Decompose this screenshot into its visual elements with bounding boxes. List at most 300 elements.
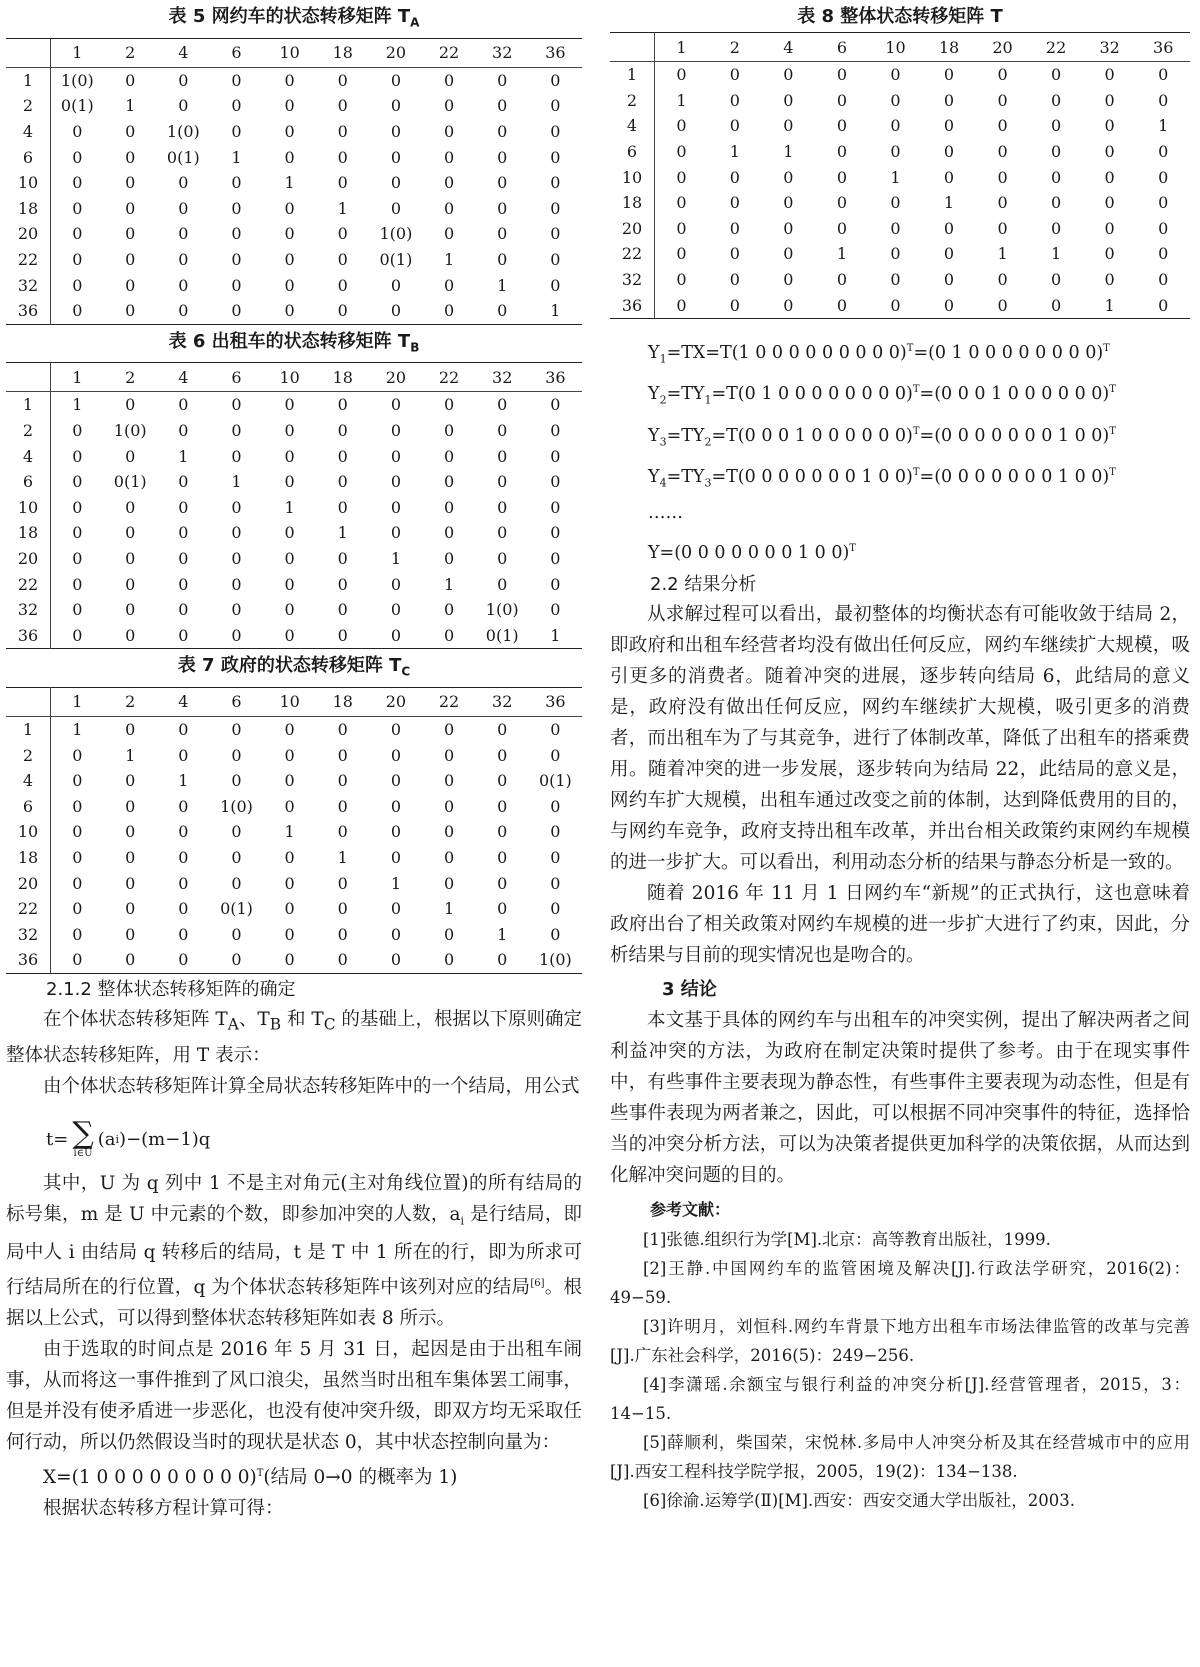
table-cell: 0 [390,395,401,415]
table-cell: 0 [783,193,794,213]
table-row [6,870,582,896]
table-cell: 0 [337,301,348,321]
table-cell: 0 [890,65,901,85]
table-cell: 0 [72,600,83,620]
table-cell: 0 [72,173,83,193]
table-cell: 0 [943,116,955,136]
table-cell: 0 [72,548,83,568]
table-cell: 0 [1051,116,1062,136]
table-row [6,571,582,597]
table-cell: 1 [178,446,189,466]
table7-title: 表 7 政府的状态转移矩阵 $T_C$ [177,655,411,679]
table-cell: 0 [443,472,455,492]
table-cell: 0 [943,142,955,162]
left-column [6,0,582,1524]
table-cell: 0 [783,218,794,238]
column-header: 1 [655,33,709,62]
row-header: 2 [6,742,51,768]
table-cell: 0 [125,173,136,193]
table-cell: 0 [497,771,508,791]
table-cell: 0 [1051,167,1062,187]
table-cell: 0 [231,497,242,517]
row-header: 6 [610,139,655,165]
table-cell: 0 [550,899,561,919]
table-cell: 0 [497,173,508,193]
table7-header-row [6,687,582,716]
table-cell: 0 [497,796,508,816]
table-cell: 0 [729,270,740,290]
table-cell: 0 [497,301,508,321]
table-cell: 0 [72,472,83,492]
table-cell: 0 [125,395,136,415]
column-header: 22 [422,363,475,392]
table-cell: 0 [178,796,189,816]
table-cell: 0 [390,173,401,193]
paragraph-3: 其中，U 为 q 列中 1 不是主对角元(主对角线位置)的所有结局的标号集，m 是 U 中元素的个数，即参加冲突的人数，$a_i$ 是行结局，即局中人 i 由结局 q 转移后的结局，t 是 T 中 1 所在的行，即为所求可行结局所在的行位置，q 为个体状态转移矩阵中该列对应的结局[6]。根据以上公式，可以得到整体状态转移矩阵如表 8 所示。 [6,1173,582,1330]
table-cell: 0 [337,873,348,893]
table-row [6,170,582,196]
column-header: 20 [369,363,422,392]
table-cell: 0 [231,250,242,270]
table-cell: 0 [676,295,687,315]
table-cell: 0 [337,497,348,517]
table-row [610,267,1190,293]
column-header: 36 [529,38,582,67]
table-cell: 0 [178,873,189,893]
table-cell: 0 [284,548,295,568]
paragraph-5: 根据状态转移方程计算可得： [43,1498,284,1520]
table-cell: 0 [497,523,508,543]
table-cell: 0 [284,574,295,594]
table-cell: 0 [125,847,136,867]
header-corner [6,363,51,392]
table8-header-row [610,33,1190,62]
column-header: 6 [815,33,869,62]
table-cell: 0 [1104,218,1115,238]
table-cell: 0 [943,218,955,238]
table-cell: 1 [550,301,561,321]
table-cell: 0 [337,822,348,842]
table-cell: 0 [997,90,1008,110]
row-header: 1 [6,716,51,742]
row-header: 20 [610,216,655,242]
header-corner [6,38,51,67]
table-cell: 0 [178,250,189,270]
table-cell: 0 [125,950,136,970]
table-cell: 0 [443,395,455,415]
table-row [6,495,582,521]
table-cell: 0 [231,847,242,867]
table-cell: 0 [836,116,847,136]
table-row [610,190,1190,216]
row-header: 1 [6,67,51,93]
table-row [6,845,582,871]
column-header: 6 [210,687,263,716]
table-cell: 0 [443,745,455,765]
table-cell: 0 [443,625,455,645]
table-cell: 0 [284,924,295,944]
table-cell: 0 [337,899,348,919]
table-cell: 0 [125,574,136,594]
table-cell: 0 [72,275,83,295]
table-cell: 0 [284,771,295,791]
table-cell: 0 [1051,295,1062,315]
table-cell: 0 [676,193,687,213]
column-header: 10 [263,38,316,67]
row-header: 1 [6,392,51,418]
row-header: 4 [6,119,51,145]
table-cell: 0 [497,548,508,568]
table-cell: 0 [231,600,242,620]
table-cell: 0 [231,122,242,142]
table-cell: 0 [231,950,242,970]
table-cell: 0 [997,218,1008,238]
table-cell: 1 [337,198,348,218]
table-cell: 0 [1104,65,1115,85]
column-header: 20 [369,687,422,716]
table-cell: 0 [390,446,401,466]
table-cell: 0 [72,625,83,645]
table-cell: 0 [231,924,242,944]
table-cell: 1 [231,147,242,167]
table-cell: 0 [943,295,955,315]
row-header: 4 [6,443,51,469]
column-header: 6 [210,363,263,392]
table-cell: 0 [729,65,740,85]
table-cell: 0 [1104,142,1115,162]
table-cell: 0 [1104,90,1115,110]
row-header: 32 [6,597,51,623]
table-cell: 0 [1104,270,1115,290]
row-header: 10 [6,819,51,845]
table-cell: 0 [550,847,561,867]
table-cell: 0 [125,523,136,543]
table-cell: 0 [836,142,847,162]
table-cell: 0 [783,116,794,136]
table-cell: 0 [443,421,455,441]
table-cell: 0 [497,70,508,90]
table-cell: 0 [125,147,136,167]
row-header: 20 [6,870,51,896]
table-cell: 0(1) [220,899,253,919]
header-corner [6,687,51,716]
table-cell: 0 [943,65,955,85]
table-cell: 0 [72,771,83,791]
table-cell: 0 [497,497,508,517]
table-cell: 0 [676,167,687,187]
table-cell: 0 [497,899,508,919]
table-cell: 0 [178,574,189,594]
column-header: 10 [263,363,316,392]
table-cell: 0 [550,446,561,466]
table-cell: 0 [783,270,794,290]
table-cell: 0 [284,523,295,543]
table-cell: 0 [337,70,348,90]
table-row [6,144,582,170]
table-cell: 0 [890,270,901,290]
table-cell: 0 [284,796,295,816]
column-header: 32 [476,687,529,716]
table-cell: 0 [231,625,242,645]
table-row [6,520,582,546]
table-cell: 0(1) [113,472,147,492]
table-cell: 0 [783,90,794,110]
table-row [6,716,582,742]
section-heading-2-1-2: 2.1.2 整体状态转移矩阵的确定 [46,978,296,1000]
table-cell: 0 [284,899,295,919]
table-cell: 0 [783,244,794,264]
table-cell: 0 [550,548,561,568]
table-cell: 0 [550,70,561,90]
table-cell: 0 [284,122,295,142]
table6-title: 表 6 出租车的状态转移矩阵 $T_B$ [168,330,420,355]
table-cell: 1(0) [166,122,200,142]
table-cell: 0 [729,244,740,264]
table-cell: 0 [497,395,508,415]
table-cell: 0 [390,847,401,867]
table-cell: 0 [72,873,83,893]
table-cell: 0 [231,873,242,893]
table-cell: 0 [72,198,83,218]
row-header: 22 [610,241,655,267]
row-header: 22 [6,896,51,922]
table-cell: 0 [1051,142,1062,162]
table5-title: 表 5 网约车的状态转移矩阵 $T_A$ [168,6,420,30]
table-cell: 1 [550,625,561,645]
table-cell: 0 [125,796,136,816]
table-cell: 0 [72,497,83,517]
table-cell: 0 [284,198,295,218]
column-header: 18 [316,38,369,67]
table-cell: 0 [890,244,901,264]
table-cell: 0 [337,122,348,142]
table-cell: 0 [443,147,455,167]
table-cell: 1(0) [113,421,147,441]
row-header: 10 [6,495,51,521]
table-cell: 0 [497,446,508,466]
table-cell: 0 [178,847,189,867]
table-cell: 0 [550,796,561,816]
table-cell: 0 [890,90,901,110]
table-cell: 0 [337,548,348,568]
table-cell: 0 [125,446,136,466]
table-cell: 0 [497,950,508,970]
table-cell: 0 [390,472,401,492]
table-cell: 0 [390,924,401,944]
table-cell: 0 [390,497,401,517]
table-cell: 0 [1051,218,1062,238]
row-header: 18 [610,190,655,216]
table-cell: 0 [337,250,348,270]
table-row [6,392,582,418]
table-cell: 0 [836,193,847,213]
table-cell: 0 [443,497,455,517]
column-header: 22 [1029,33,1083,62]
table-cell: 0 [337,924,348,944]
table-cell: 0 [443,924,455,944]
table-cell: 0 [550,173,561,193]
table-row [6,597,582,623]
table-cell: 0 [497,421,508,441]
table-cell: 0 [1158,244,1169,264]
table-cell: 0 [284,275,295,295]
table-cell: 0 [72,523,83,543]
table-row [6,443,582,469]
equation-y4: $Y_4=TY_3=T(0$ 0 0 0 0 0 0 1 0 0)$^T$=(0 0 0 0 0 0 0 1 0 0)$^T$ [648,466,1116,490]
section-heading-3: 3 结论 [662,979,717,1001]
table-row [610,292,1190,318]
table-cell: 0 [337,771,348,791]
table-cell: 0 [178,421,189,441]
table-cell: 0 [390,122,401,142]
table-cell: 0 [231,771,242,791]
table-cell: 0 [390,96,401,116]
table-cell: 0 [550,250,561,270]
table-cell: 0 [497,574,508,594]
table-cell: 0 [1158,65,1169,85]
paragraph-8: 本文基于具体的网约车与出租车的冲突实例，提出了解决两者之间利益冲突的方法，为政府在制定决策时提供了参考。由于在现实事件中，有些事件主要表现为静态性，有些事件主要表现为动态性，但是有些事件表现为两者兼之，因此，可以根据不同冲突事件的特征，选择恰当的冲突分析方法，可以为决策者提供更加科学的决策依据，从而达到化解冲突问题的目的。 [610,1010,1190,1187]
table-cell: 0 [390,822,401,842]
equation-ellipsis: …… [648,503,683,524]
column-header: 1 [51,38,104,67]
column-header: 2 [104,38,157,67]
table-cell: 0 [178,224,189,244]
table-cell: 0 [550,472,561,492]
table-cell: 0 [125,899,136,919]
paragraph-2: 由个体状态转移矩阵计算全局状态转移矩阵中的一个结局，用公式 [43,1076,580,1098]
table-cell: 0 [1158,270,1169,290]
table-cell: 0 [550,719,561,739]
table-cell: 0 [284,600,295,620]
table-cell: 1(0) [60,70,94,90]
column-header: 10 [263,687,316,716]
row-header: 32 [6,921,51,947]
table-cell: 0 [125,822,136,842]
table-cell: 0 [72,301,83,321]
table6 [6,362,582,649]
table-row [6,469,582,495]
table-row [610,113,1190,139]
table-cell: 0 [443,847,455,867]
table-row [6,418,582,444]
table-row [6,119,582,145]
reference-2: [2]王静.中国网约车的监管困境及解决[J].行政法学研究，2016(2)：49−59. [610,1259,1190,1308]
table-cell: 0 [337,275,348,295]
table-cell: 0 [729,193,740,213]
table-cell: 1 [443,899,455,919]
table-cell: 0 [337,421,348,441]
table-cell: 0 [497,147,508,167]
table-cell: 0 [497,198,508,218]
row-header: 10 [6,170,51,196]
table-cell: 1 [729,142,740,162]
row-header: 36 [610,292,655,318]
table-cell: 0 [284,224,295,244]
table-cell: 0 [72,745,83,765]
table-cell: 0 [284,421,295,441]
table-cell: 0 [390,198,401,218]
table-cell: 0 [443,548,455,568]
table-cell: 0 [443,873,455,893]
table-cell: 0 [72,950,83,970]
table-row [6,196,582,222]
column-header: 1 [51,363,104,392]
row-header: 22 [6,247,51,273]
column-header: 18 [316,363,369,392]
column-header: 32 [476,38,529,67]
table-cell: 0 [231,446,242,466]
table-cell: 0 [997,270,1008,290]
table-cell: 0 [337,96,348,116]
table-cell: 0 [284,745,295,765]
table-cell: 0 [125,600,136,620]
row-header: 36 [6,622,51,648]
table-cell: 0 [443,301,455,321]
table-cell: 1 [337,523,348,543]
table-cell: 0 [231,822,242,842]
table-cell: 0 [231,574,242,594]
table-cell: 0 [1104,193,1115,213]
row-header: 36 [6,947,51,973]
table-cell: 0 [443,719,455,739]
table-cell: 1 [72,719,83,739]
table-cell: 0 [337,446,348,466]
table-cell: 0 [72,224,83,244]
table-cell: 0(1) [538,771,572,791]
row-header: 32 [6,272,51,298]
equation-y3: $Y_3=TY_2=T(0$ 0 0 1 0 0 0 0 0 0)$^T$=(0 0 0 0 0 0 0 1 0 0)$^T$ [648,425,1116,448]
table-cell: 0 [390,523,401,543]
row-header: 2 [610,88,655,114]
table-cell: 0 [125,924,136,944]
table-cell: 0 [836,167,847,187]
table-cell: 0 [550,822,561,842]
table-cell: 0 [676,218,687,238]
table-cell: 0 [997,116,1008,136]
table-cell: 0 [497,822,508,842]
table-cell: 1 [443,574,455,594]
table-cell: 0 [997,193,1008,213]
table-cell: 0 [1158,142,1169,162]
row-header: 18 [6,196,51,222]
table-cell: 0 [231,523,242,543]
table-cell: 0 [390,745,401,765]
table-cell: 0 [72,122,83,142]
table-cell: 0 [390,625,401,645]
equation-y-final: Y=(0 0 0 0 0 0 0 1 0 0)$^T$ [648,543,856,564]
row-header: 22 [6,571,51,597]
table-cell: 0 [443,523,455,543]
reference-6: [6]徐渝.运筹学(Ⅱ)[M].西安：西安交通大学出版社，2003. [643,1491,1075,1511]
table-cell: 0 [390,796,401,816]
table-cell: 0 [836,295,847,315]
table-cell: 0 [337,600,348,620]
table-cell: 0 [550,147,561,167]
table-cell: 0 [390,950,401,970]
column-header: 4 [157,38,210,67]
table-cell: 0 [178,275,189,295]
column-header: 22 [422,687,475,716]
table-cell: 0 [443,173,455,193]
paragraph-6: 从求解过程可以看出，最初整体的均衡状态有可能收敛于结局 2，即政府和出租车经营者均没有做出任何反应，网约车继续扩大规模，吸引更多的消费者。随着冲突的进展，逐步转向结局 6，此结局的意义是，政府没有做出任何反应，网约车继续扩大规模，吸引更多的消费者，而出租车为了与其竞争，进行了体制改革，降低了出租车的搭乘费用。随着冲突的进一步发展，逐步转向为结局 22，此结局的意义是，网约车扩大规模，出租车通过改变之前的体制，达到降低费用的目的，与网约车竞争，政府支持出租车改革，并出台相关政策约束网约车规模的进一步扩大。可以看出，利用动态分析的结果与静态分析是一致的。 [610,604,1190,874]
table-cell: 0 [443,122,455,142]
table-cell: 0 [284,301,295,321]
table-cell: 0 [231,745,242,765]
table-cell: 0 [836,218,847,238]
column-header: 32 [476,363,529,392]
table-cell: 0 [284,950,295,970]
table-row [6,622,582,648]
